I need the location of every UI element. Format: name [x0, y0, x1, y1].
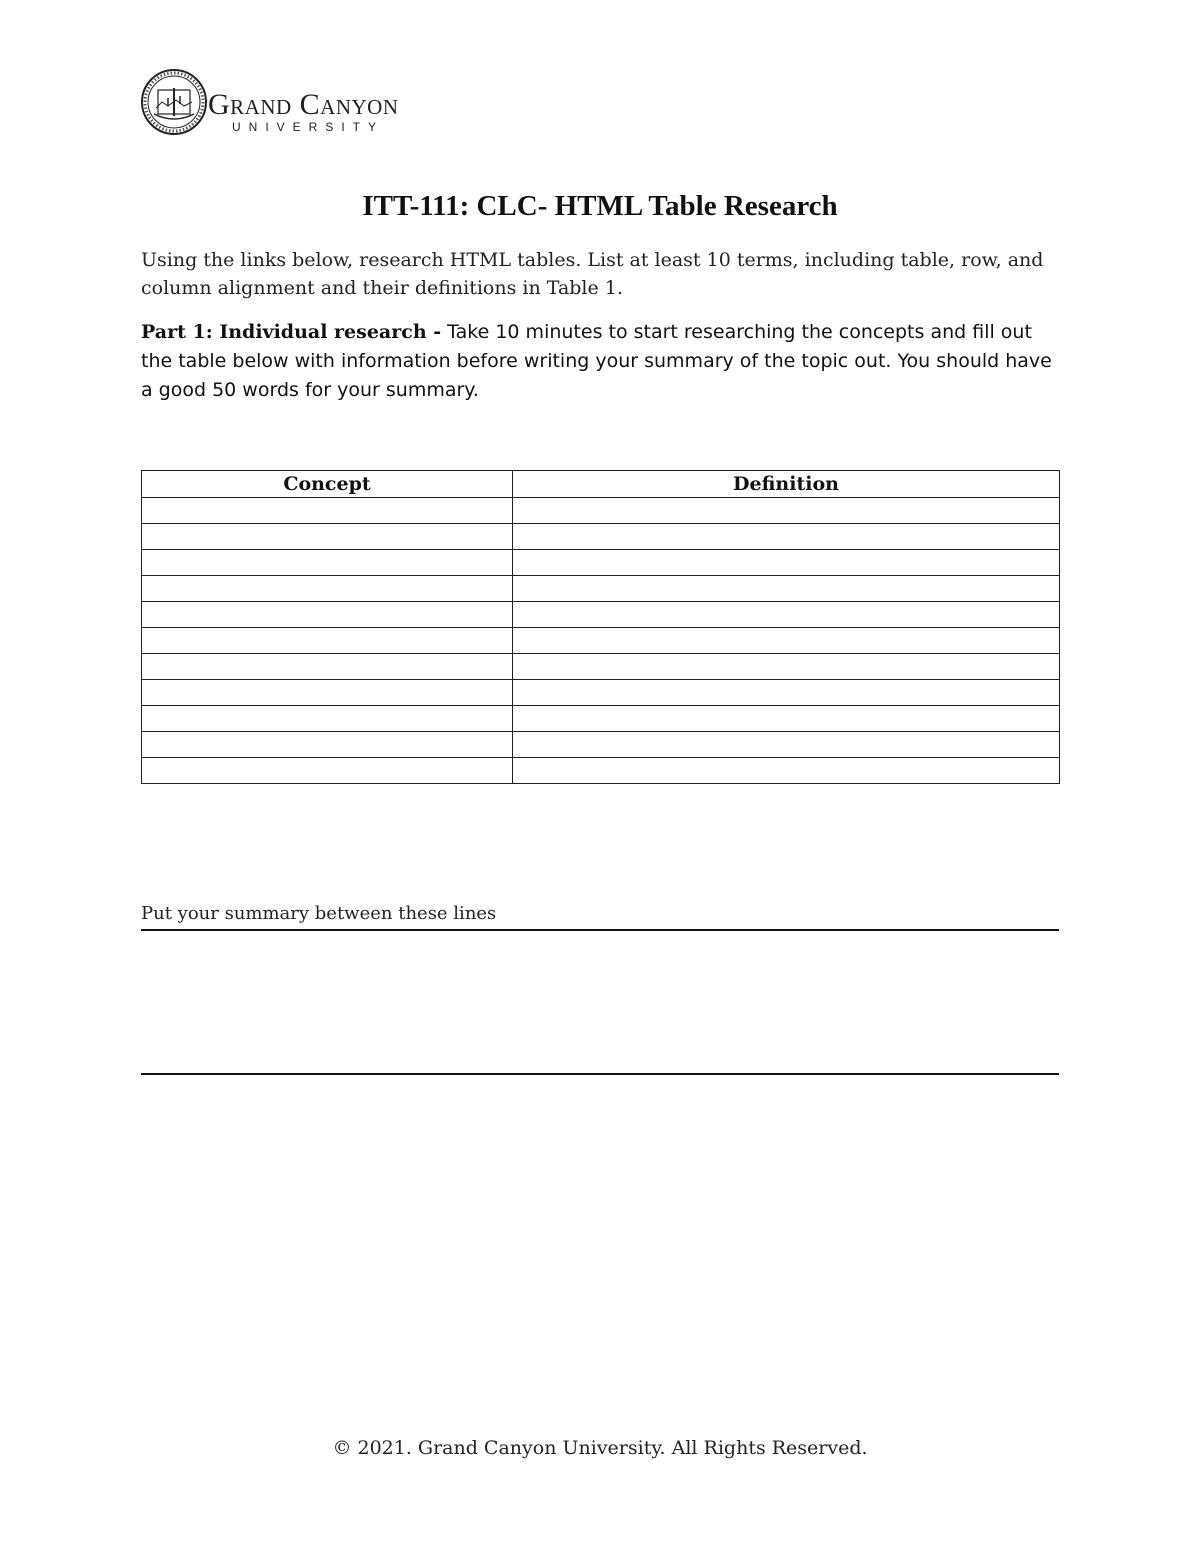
definition-cell[interactable] — [513, 680, 1060, 706]
university-logo — [140, 68, 440, 138]
definition-cell[interactable] — [513, 732, 1060, 758]
table-row — [142, 576, 1060, 602]
table-row — [142, 758, 1060, 784]
concept-cell[interactable] — [142, 680, 513, 706]
table-row — [142, 706, 1060, 732]
concept-cell[interactable] — [142, 654, 513, 680]
part1-label: Part 1: Individual research - — [141, 321, 442, 343]
table-row — [142, 498, 1060, 524]
table-row — [142, 654, 1060, 680]
document-title: ITT-111: CLC- HTML Table Research — [362, 190, 838, 222]
table-row — [142, 524, 1060, 550]
table-body — [142, 498, 1060, 784]
concept-header: Concept — [142, 471, 513, 498]
intro-paragraph: Using the links below, research HTML tables. List at least 10 terms, including table, row, and column alignment and their definitions in Table 1. — [141, 249, 1044, 299]
table-header-row — [142, 471, 1060, 498]
definition-cell[interactable] — [513, 550, 1060, 576]
brand-name: Grand Canyon — [208, 88, 399, 121]
part1-paragraph — [141, 318, 1061, 405]
definition-header: Definition — [513, 471, 1060, 498]
table-row — [142, 550, 1060, 576]
table-row — [142, 732, 1060, 758]
definition-cell[interactable] — [513, 654, 1060, 680]
definition-cell[interactable] — [513, 524, 1060, 550]
table-row — [142, 602, 1060, 628]
concept-cell[interactable] — [142, 524, 513, 550]
concept-cell[interactable] — [142, 732, 513, 758]
concept-cell[interactable] — [142, 602, 513, 628]
brand-subtitle: UNIVERSITY — [232, 120, 385, 134]
part1-text: Take 10 minutes to start researching the concepts and fill out the table below with information before writing your summary of the topic out. You should have a good 50 words for your summary. — [141, 321, 1052, 401]
summary-bottom-line — [141, 1073, 1059, 1075]
definition-cell[interactable] — [513, 602, 1060, 628]
definition-cell[interactable] — [513, 576, 1060, 602]
summary-top-line — [141, 929, 1059, 931]
definition-cell[interactable] — [513, 628, 1060, 654]
table-row — [142, 680, 1060, 706]
concept-cell[interactable] — [142, 498, 513, 524]
summary-label: Put your summary between these lines — [141, 903, 497, 924]
concept-table — [141, 470, 1060, 784]
definition-cell[interactable] — [513, 758, 1060, 784]
seal-icon — [140, 68, 208, 136]
concept-cell[interactable] — [142, 628, 513, 654]
concept-cell[interactable] — [142, 758, 513, 784]
definition-cell[interactable] — [513, 498, 1060, 524]
concept-cell[interactable] — [142, 550, 513, 576]
definition-cell[interactable] — [513, 706, 1060, 732]
concept-cell[interactable] — [142, 706, 513, 732]
concept-cell[interactable] — [142, 576, 513, 602]
table-row — [142, 628, 1060, 654]
copyright-footer: © 2021. Grand Canyon University. All Rights Reserved. — [332, 1437, 868, 1459]
